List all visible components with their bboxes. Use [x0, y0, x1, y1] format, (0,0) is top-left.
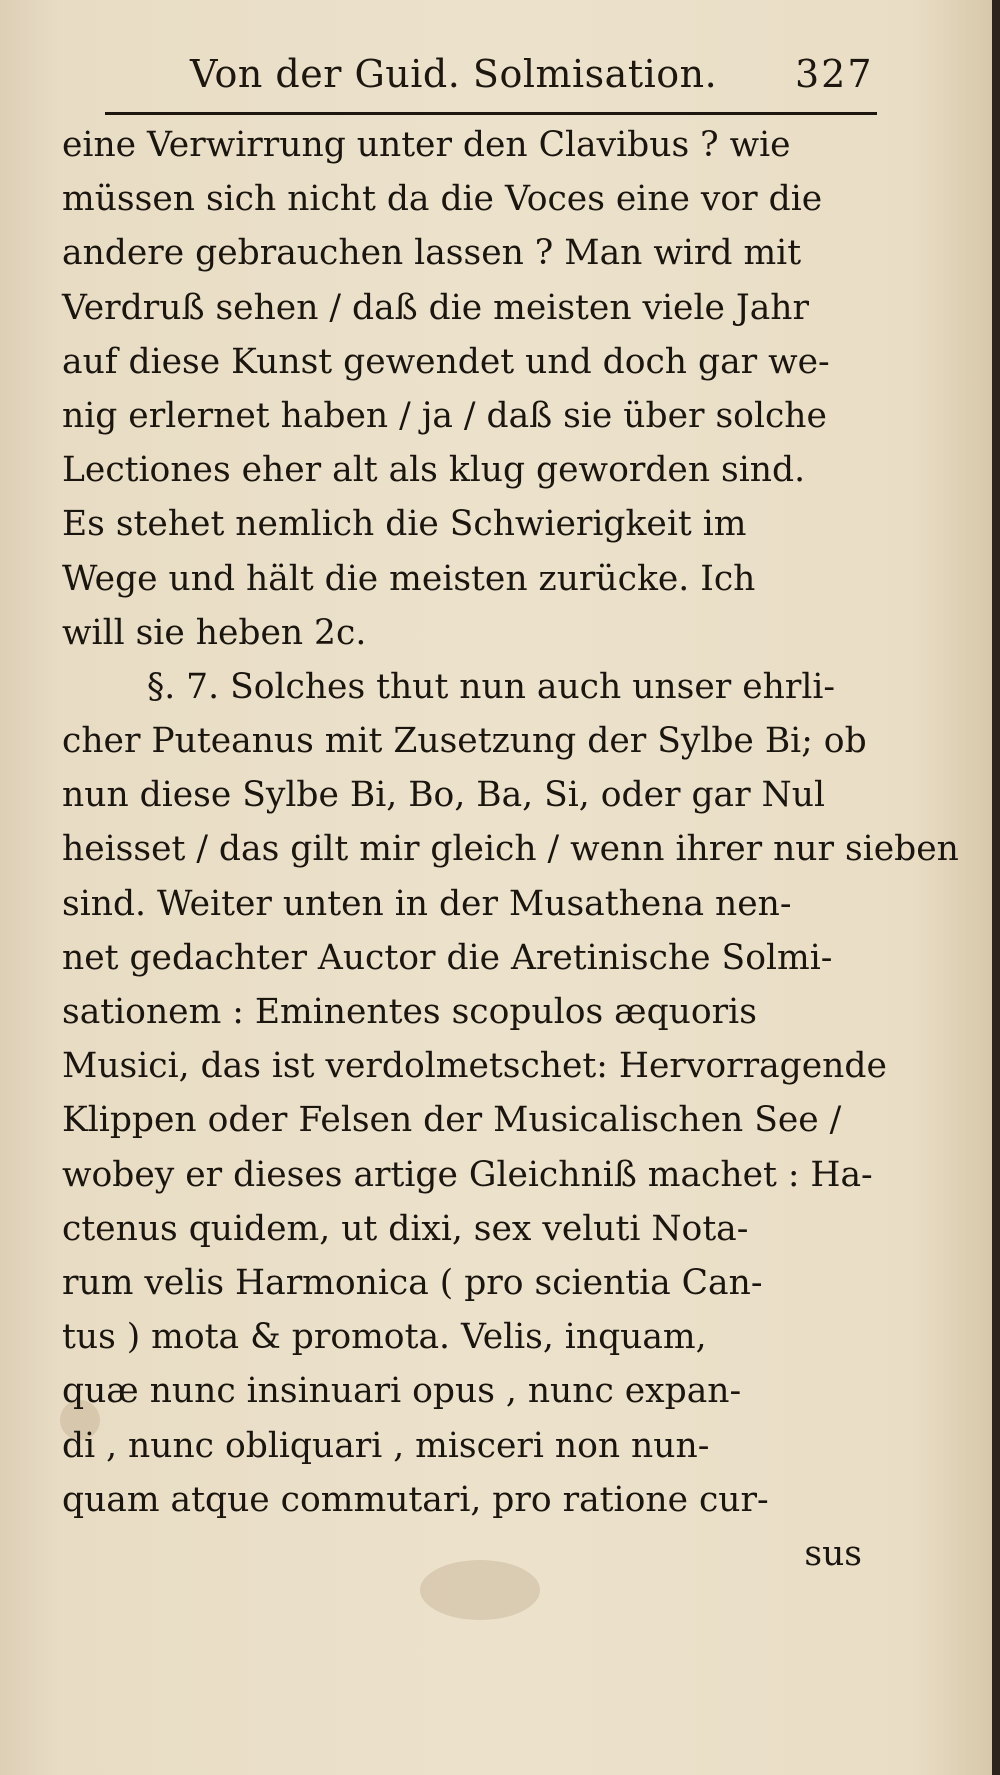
text-line: Musici, das ist verdolmetschet: Hervorragende: [62, 1046, 887, 1087]
body-text: [62, 118, 959, 1581]
text-line: net gedachter Auctor die Aretinische Solmi-: [62, 937, 833, 978]
running-head: [190, 52, 890, 112]
text-line: tus ) mota & promota. Velis, inquam,: [62, 1317, 707, 1358]
text-line: di , nunc obliquari , misceri non nun-: [62, 1425, 710, 1466]
text-line: Wege und hält die meisten zurücke. Ich: [62, 558, 756, 599]
page-number: 327: [795, 52, 874, 96]
text-line: nig erlernet haben / ja / daß sie über solche: [62, 395, 827, 436]
text-line: müssen sich nicht da die Voces eine vor die: [62, 179, 823, 220]
text-line: wobey er dieses artige Gleichniß machet : Ha-: [62, 1154, 873, 1195]
text-line: cher Puteanus mit Zusetzung der Sylbe Bi; ob: [62, 721, 867, 762]
text-line: quam atque commutari, pro ratione cur-: [62, 1479, 769, 1520]
text-line: eine Verwirrung unter den Clavibus ? wie: [62, 125, 791, 165]
text-line: nun diese Sylbe Bi, Bo, Ba, Si, oder gar Nul: [62, 775, 825, 816]
text-line: rum velis Harmonica ( pro scientia Can-: [62, 1262, 763, 1303]
text-line: sationem : Eminentes scopulos æquoris: [62, 992, 757, 1032]
header-rule: [105, 112, 877, 115]
text-line: Es stehet nemlich die Schwierigkeit im: [62, 504, 747, 545]
text-line: andere gebrauchen lassen ? Man wird mit: [62, 233, 802, 274]
page-edge: [992, 0, 1000, 1775]
section-7-start: §. 7. Solches thut nun auch unser ehrli-: [147, 666, 836, 707]
text-line: Verdruß sehen / daß die meisten viele Jahr: [62, 287, 809, 328]
running-title: Von der Guid. Solmisation.: [190, 52, 718, 96]
text-line: will sie heben 2c.: [62, 612, 367, 653]
text-line: quæ nunc insinuari opus , nunc expan-: [62, 1371, 742, 1412]
text-line: Lectiones eher alt als klug geworden sind.: [62, 450, 806, 491]
text-line: heisset / das gilt mir gleich / wenn ihrer nur sieben: [62, 829, 959, 870]
text-line: sind. Weiter unten in der Musathena nen-: [62, 883, 792, 924]
text-line: auf diese Kunst gewendet und doch gar we-: [62, 341, 830, 382]
catchword: sus: [804, 1533, 862, 1574]
text-line: ctenus quidem, ut dixi, sex veluti Nota-: [62, 1208, 749, 1249]
text-line: Klippen oder Felsen der Musicalischen See /: [62, 1100, 842, 1141]
